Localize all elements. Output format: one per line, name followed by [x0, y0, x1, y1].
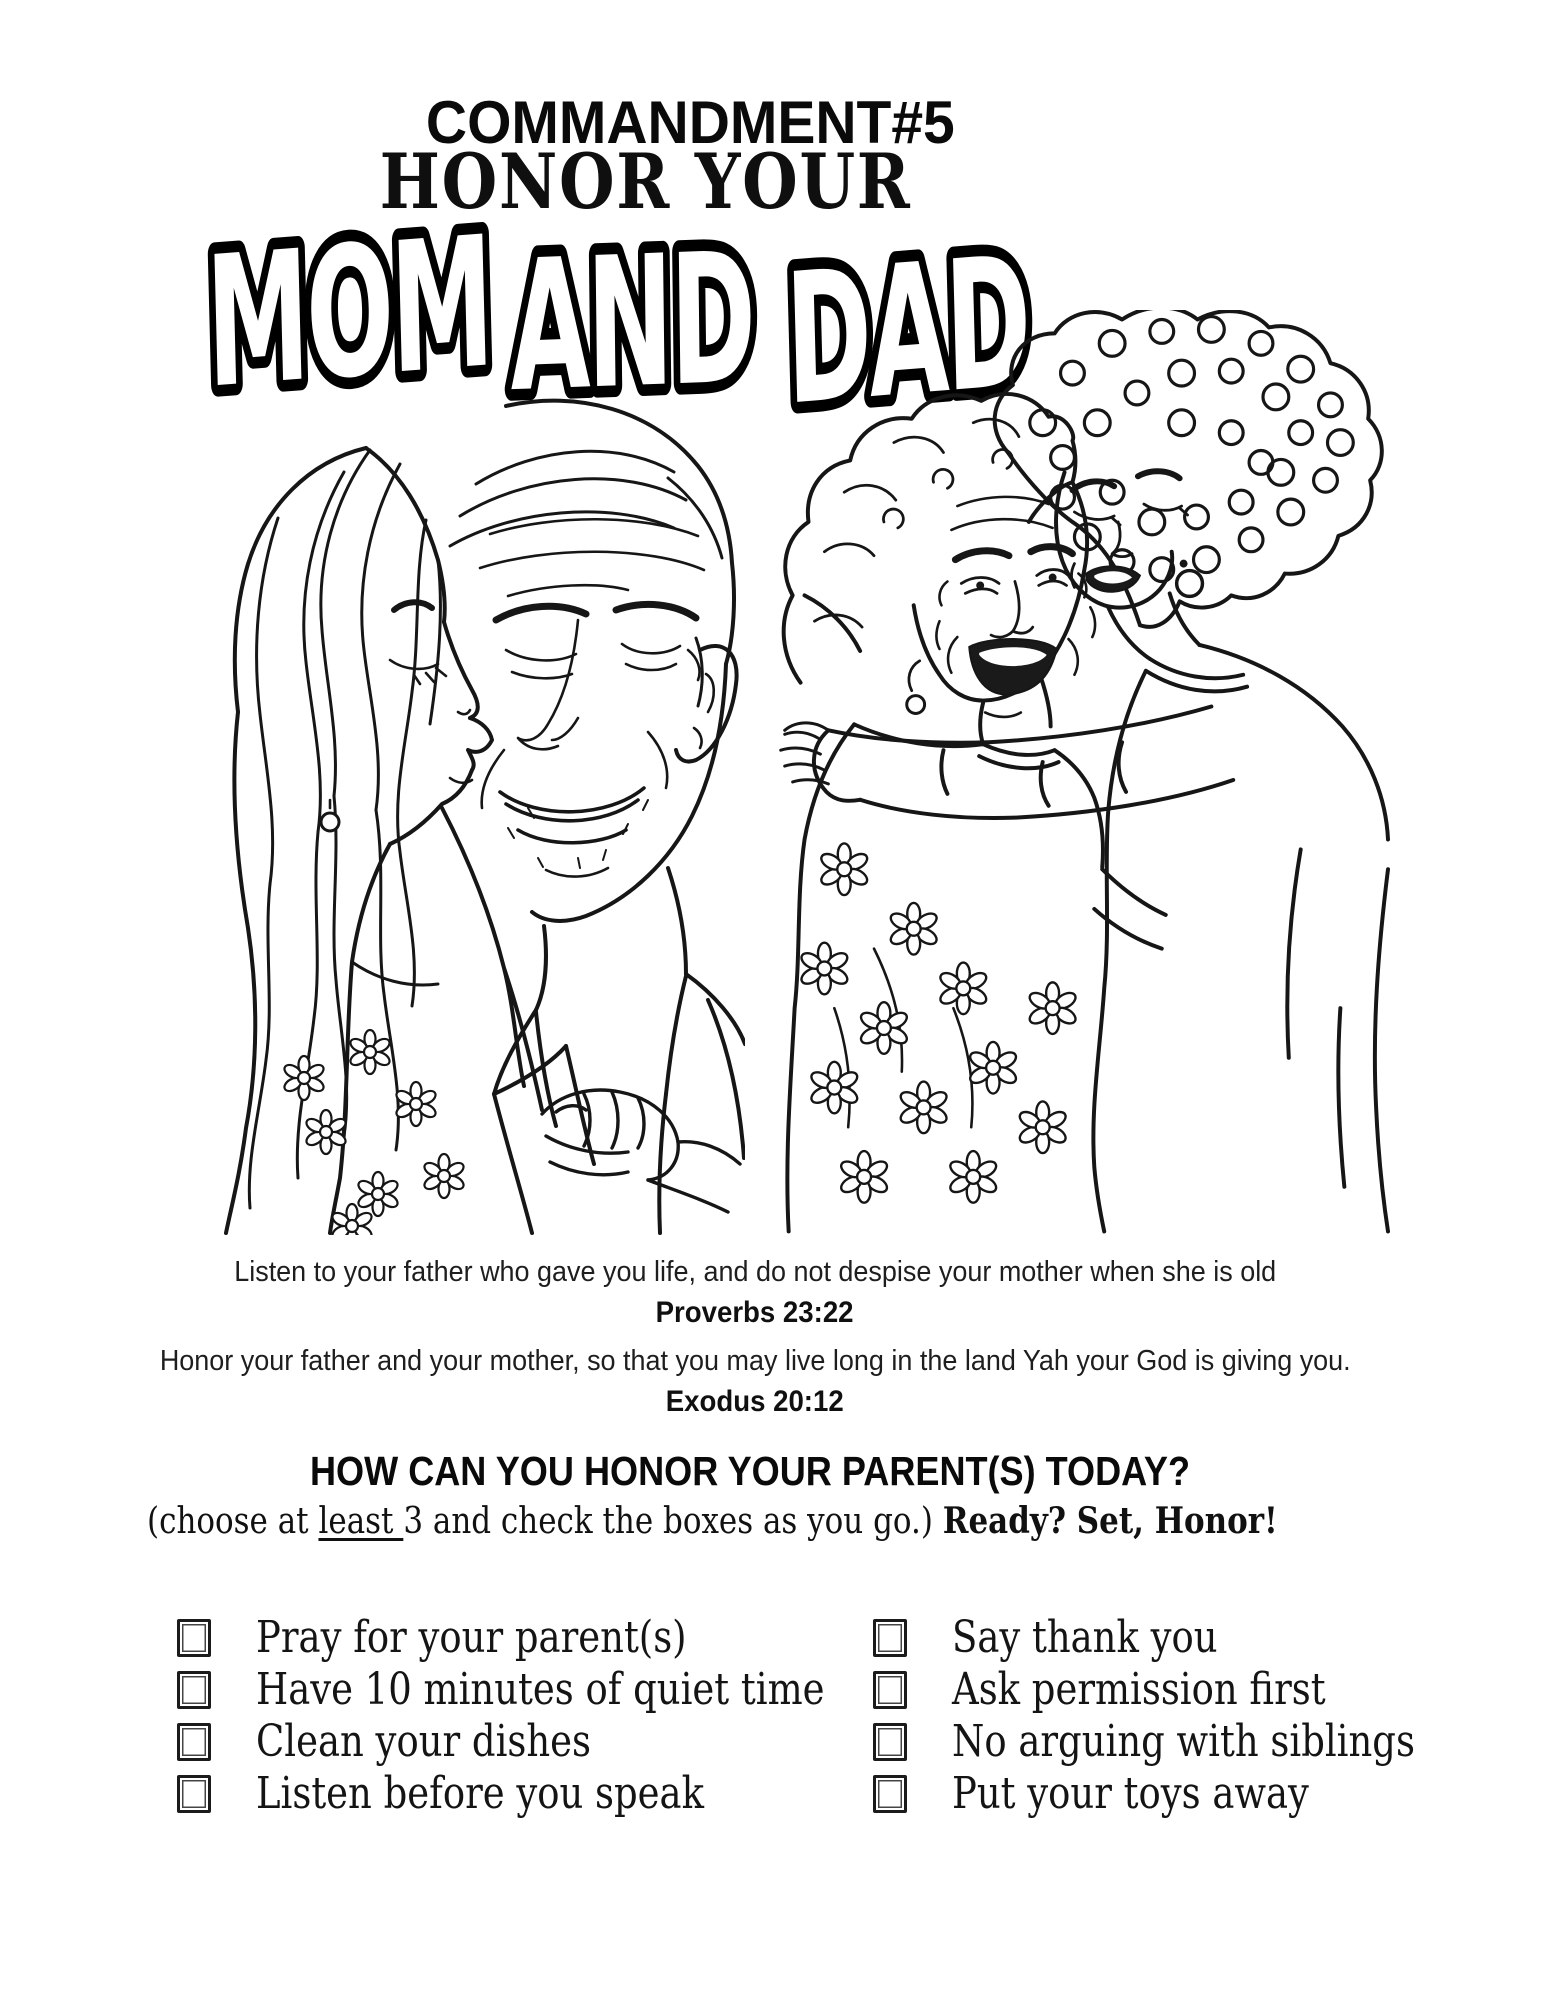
activity-heading-text: HOW CAN YOU HONOR YOUR PARENT(S) TODAY?	[309, 1448, 1190, 1494]
instruction-middle: 3 and check the boxes as you go.)	[402, 1501, 943, 1542]
father-brows	[496, 604, 696, 620]
daughter-brows	[1072, 471, 1179, 490]
clasped-hands	[542, 1090, 740, 1212]
dress-flowers	[799, 843, 1078, 1202]
checklist-right-column	[873, 1612, 1513, 1826]
checklist-item-toys-away	[873, 1768, 1513, 1819]
checklist-item-pray	[177, 1612, 873, 1663]
mother-daughter-illustration	[745, 310, 1390, 1235]
mother-daughter-svg	[745, 310, 1390, 1235]
verse-exodus	[0, 1345, 1510, 1378]
verse-exodus-ref	[0, 1385, 1510, 1419]
page-title-text: HONOR YOUR	[380, 137, 912, 226]
father-daughter-svg	[108, 388, 745, 1235]
checkbox-say-thanks[interactable]	[873, 1619, 907, 1657]
bubble-word-dad: DAD	[783, 216, 1031, 446]
bubble-word-and: AND	[508, 213, 755, 433]
verse-proverbs	[0, 1256, 1510, 1289]
checklist-label: Listen before you speak	[256, 1768, 704, 1819]
dress-neckline	[352, 962, 438, 985]
daughter-afro-curls	[1030, 317, 1353, 582]
commandment-kicker-text: COMMANDMENT#5	[425, 89, 955, 156]
daughter-hand	[781, 723, 829, 784]
honor-checklist	[177, 1612, 1513, 1826]
bubble-word-mom: MOM	[204, 197, 494, 429]
checkbox-no-arguing[interactable]	[873, 1723, 907, 1761]
activity-instruction-text	[147, 1500, 1278, 1542]
verse-exodus-ref-text: Exodus 20:12	[666, 1385, 844, 1418]
checkbox-quiet-time[interactable]	[177, 1671, 211, 1709]
checkbox-toys-away[interactable]	[873, 1775, 907, 1813]
checkbox-pray[interactable]	[177, 1619, 211, 1657]
instruction-bold: Ready? Set, Honor!	[942, 1500, 1278, 1542]
daughter-lips	[1086, 566, 1140, 591]
activity-heading	[0, 1448, 1500, 1495]
verse-proverbs-text: Listen to your father who gave you life, and do not despise your mother when she is old	[234, 1256, 1276, 1288]
checkbox-clean-dishes[interactable]	[177, 1723, 211, 1761]
checklist-label: Put your toys away	[952, 1768, 1309, 1819]
verse-proverbs-ref	[0, 1296, 1510, 1330]
instruction-prefix: (choose at	[146, 1501, 319, 1542]
dress-flowers	[282, 1030, 466, 1235]
father-daughter-illustration	[108, 388, 745, 1235]
verse-proverbs-ref-text: Proverbs 23:22	[656, 1296, 854, 1329]
daughter-face	[1056, 472, 1199, 659]
checkbox-ask-permission[interactable]	[873, 1671, 907, 1709]
verse-exodus-text: Honor your father and your mother, so that you may live long in the land Yah your God is giving you.	[159, 1345, 1351, 1377]
mother-hair-curls	[814, 419, 1018, 627]
mother-face	[914, 482, 1087, 744]
checklist-label: Have 10 minutes of quiet time	[256, 1664, 825, 1715]
checklist-item-say-thanks	[873, 1612, 1513, 1663]
checklist-label: Clean your dishes	[256, 1716, 592, 1767]
checklist-item-quiet-time	[177, 1664, 873, 1715]
father-hair	[450, 451, 722, 706]
checklist-label: No arguing with siblings	[952, 1716, 1415, 1767]
daughter-earring	[1177, 560, 1203, 597]
mother-nose	[991, 581, 1033, 637]
daughter-brow	[394, 602, 432, 610]
checklist-item-ask-permission	[873, 1664, 1513, 1715]
mother-earring	[907, 661, 925, 714]
checklist-item-no-arguing	[873, 1716, 1513, 1767]
mother-right-pupil	[1049, 574, 1057, 582]
mother-brows	[955, 547, 1072, 560]
instruction-underlined: least	[318, 1501, 403, 1542]
daughter-arm	[814, 707, 1233, 819]
checkbox-listen-first[interactable]	[177, 1775, 211, 1813]
father-face-details	[480, 519, 714, 876]
checklist-item-clean-dishes	[177, 1716, 873, 1767]
mother-left-pupil	[976, 581, 984, 589]
checklist-label: Ask permission first	[952, 1664, 1326, 1715]
checklist-label: Say thank you	[952, 1612, 1218, 1663]
checklist-left-column	[177, 1612, 873, 1826]
activity-instruction	[0, 1500, 1424, 1542]
daughter-earring	[321, 800, 339, 831]
checklist-item-listen-first	[177, 1768, 873, 1819]
checklist-label: Pray for your parent(s)	[256, 1612, 687, 1663]
